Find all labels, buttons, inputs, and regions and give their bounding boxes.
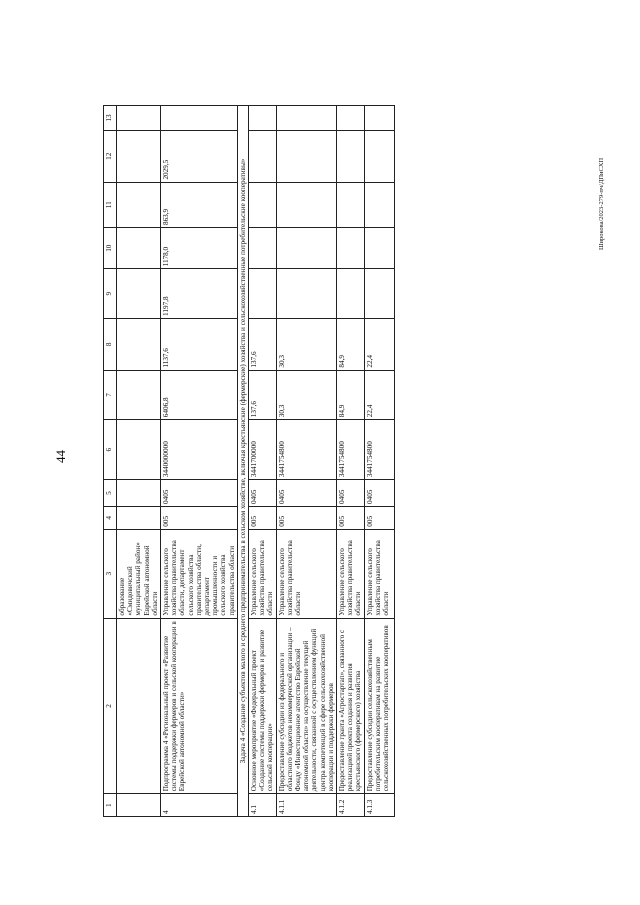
- table-row: [117, 106, 161, 817]
- cell-year: [337, 130, 365, 182]
- cell-rzpr: 0405: [161, 480, 238, 507]
- cell-total: 137,6: [249, 370, 277, 420]
- header-cell: 8: [104, 318, 117, 370]
- cell-year: 1197,8: [161, 269, 238, 319]
- cell-year: [249, 106, 277, 131]
- document-code: Широкова/2023-279-пч/ДПиСХП: [598, 157, 605, 250]
- cell-executor: Управление сельского хозяйства правительства области: [364, 529, 394, 618]
- cell-num: [117, 794, 161, 817]
- cell-total: 84,9: [337, 370, 365, 420]
- cell-year: [276, 106, 336, 131]
- task-title: Задача 4 «Создание субъектов малого и среднего предпринимательства в сельском хозяйстве, включая крестьянские (фермерские) хозяйства и сельскохозяйственные потребительские кооперативы»: [237, 106, 248, 817]
- cell-rzpr: 0405: [337, 480, 365, 507]
- cell-csr: 3441754800: [337, 420, 365, 480]
- cell-csr: 3441754800: [364, 420, 394, 480]
- cell-year: [337, 182, 365, 227]
- cell-executor: Управление сельского хозяйства правительства области, департамент сельского хозяйства правительства области, департамент промышленности и сельского хозяйства правительства области: [161, 529, 238, 618]
- cell-year: [249, 182, 277, 227]
- cell-year: [117, 318, 161, 370]
- header-cell: 4: [104, 506, 117, 529]
- budget-table: [103, 105, 395, 817]
- cell-total: [117, 370, 161, 420]
- cell-year: 137,6: [249, 318, 277, 370]
- cell-year: [337, 269, 365, 319]
- cell-year: [249, 130, 277, 182]
- cell-rzpr: 0405: [276, 480, 336, 507]
- table-row: [364, 106, 394, 817]
- cell-year: [337, 106, 365, 131]
- cell-year: [276, 130, 336, 182]
- header-row: [104, 106, 117, 817]
- cell-year: 1137,6: [161, 318, 238, 370]
- cell-year: [117, 228, 161, 269]
- cell-year: [337, 228, 365, 269]
- cell-grbs: 005: [276, 506, 336, 529]
- cell-year: [117, 130, 161, 182]
- cell-year: [276, 228, 336, 269]
- cell-year: [117, 269, 161, 319]
- header-cell: 7: [104, 370, 117, 420]
- cell-rzpr: 0405: [249, 480, 277, 507]
- task-row: [237, 106, 248, 817]
- cell-num: 4.1.1: [276, 794, 336, 817]
- cell-year: [364, 269, 394, 319]
- cell-year: [364, 228, 394, 269]
- header-cell: 6: [104, 420, 117, 480]
- header-cell: 5: [104, 480, 117, 507]
- cell-year: 84,9: [337, 318, 365, 370]
- cell-year: 22,4: [364, 318, 394, 370]
- cell-executor: Управление сельского хозяйства правительства области: [276, 529, 336, 618]
- cell-grbs: 005: [249, 506, 277, 529]
- cell-year: [117, 182, 161, 227]
- cell-name: Предоставление субсидии из федерального и областного бюджетов некоммерческой организации – Фонду «Инвестиционное агентство Еврейской автономной области» на осуществление текущей деятельности, связанной с осуществлением функций центра компетенций в сфере сельскохозяйственной кооперации и поддержки фермеров: [276, 618, 336, 794]
- cell-total: 30,3: [276, 370, 336, 420]
- cell-year: 1178,0: [161, 228, 238, 269]
- cell-year: [276, 182, 336, 227]
- cell-year: [364, 182, 394, 227]
- header-cell: 11: [104, 182, 117, 227]
- cell-year: [117, 106, 161, 131]
- cell-year: [276, 269, 336, 319]
- table-row: [276, 106, 336, 817]
- cell-num: 4.1.2: [337, 794, 365, 817]
- cell-total: 6406,8: [161, 370, 238, 420]
- cell-year: 2029,5: [161, 130, 238, 182]
- cell-num: 4.1: [249, 794, 277, 817]
- header-cell: 2: [104, 618, 117, 794]
- cell-csr: 3441700000: [249, 420, 277, 480]
- cell-year: [364, 130, 394, 182]
- cell-num: 4: [161, 794, 238, 817]
- cell-rzpr: [117, 480, 161, 507]
- cell-year: [161, 106, 238, 131]
- cell-name: Предоставление гранта «Агростартап», связанного с реализацией проекта создания и развития крестьянского (фермерского) хозяйства: [337, 618, 365, 794]
- header-cell: 3: [104, 529, 117, 618]
- header-cell: 1: [104, 794, 117, 817]
- cell-csr: 3440000000: [161, 420, 238, 480]
- cell-rzpr: 0405: [364, 480, 394, 507]
- cell-total: 22,4: [364, 370, 394, 420]
- cell-grbs: [117, 506, 161, 529]
- cell-csr: [117, 420, 161, 480]
- cell-year: 30,3: [276, 318, 336, 370]
- page-number: 44: [53, 450, 68, 463]
- table-row: [161, 106, 238, 817]
- cell-grbs: 005: [337, 506, 365, 529]
- cell-year: 863,9: [161, 182, 238, 227]
- cell-executor: Управление сельского хозяйства правительства области: [249, 529, 277, 618]
- cell-executor: Управление сельского хозяйства правительства области: [337, 529, 365, 618]
- header-cell: 9: [104, 269, 117, 319]
- header-cell: 12: [104, 130, 117, 182]
- header-cell: 10: [104, 228, 117, 269]
- cell-year: [249, 269, 277, 319]
- cell-grbs: 005: [161, 506, 238, 529]
- cell-name: Подпрограмма 4 «Региональный проект «Развитие системы поддержки фермеров и сельской кооперации в Еврейской автономной области»: [161, 618, 238, 794]
- cell-name: Основное мероприятие «Федеральный проект «Создание системы поддержки фермеров и развитие сельской кооперации»: [249, 618, 277, 794]
- table-row: [337, 106, 365, 817]
- cell-name: Предоставление субсидии сельскохозяйственным потребительским кооперативам на развитие сельскохозяйственных потребительских кооперативов: [364, 618, 394, 794]
- cell-csr: 3441754800: [276, 420, 336, 480]
- cell-name: [117, 618, 161, 794]
- header-cell: 13: [104, 106, 117, 131]
- cell-year: [249, 228, 277, 269]
- cell-num: 4.1.3: [364, 794, 394, 817]
- cell-grbs: 005: [364, 506, 394, 529]
- cell-year: [364, 106, 394, 131]
- table-row: [249, 106, 277, 817]
- rotated-table-sheet: [103, 105, 391, 817]
- cell-executor: образование «Смидовичский муниципальный район» Еврейской автономной области: [117, 529, 161, 618]
